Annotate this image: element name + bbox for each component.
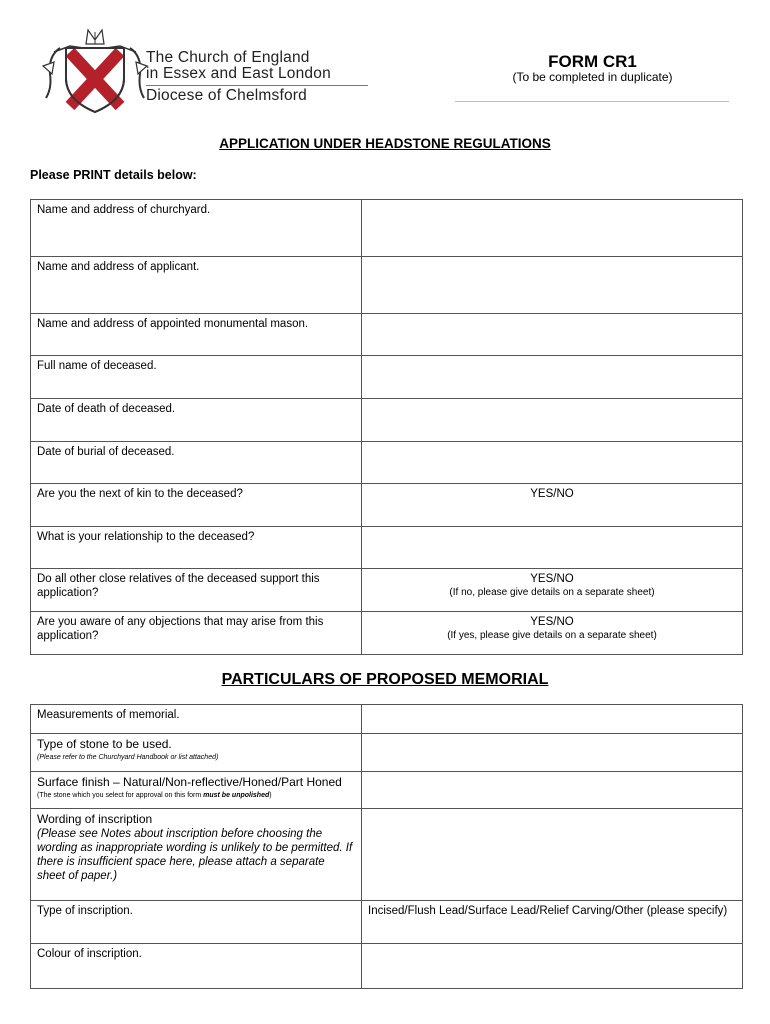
note-bold-text: must be unpolished: [203, 792, 270, 799]
table-row: [31, 399, 743, 442]
churchyard-field[interactable]: [362, 200, 743, 257]
table-row: [31, 314, 743, 356]
row-label: Date of burial of deceased.: [31, 442, 362, 484]
row-label: Are you the next of kin to the deceased?: [31, 484, 362, 527]
table-row: [31, 705, 743, 734]
table-row: [31, 484, 743, 527]
diocese-name: [146, 50, 331, 104]
row-note: [37, 791, 355, 800]
form-title-rule: [455, 101, 729, 102]
row-label: [31, 734, 362, 772]
row-label: Name and address of churchyard.: [31, 200, 362, 257]
table-row: [31, 612, 743, 655]
field-note: (If yes, please give details on a separate sheet): [447, 630, 657, 641]
deceased-name-field[interactable]: [362, 356, 743, 399]
memorial-particulars-table: [30, 704, 743, 989]
row-label: What is your relationship to the deceased?: [31, 527, 362, 569]
inscription-colour-field[interactable]: [362, 944, 743, 989]
org-line-2: in Essex and East London: [146, 65, 331, 82]
inscription-type-field[interactable]: [362, 901, 743, 944]
table-row: [31, 569, 743, 612]
row-label: Do all other close relatives of the deceased support this application?: [31, 569, 362, 612]
table-row: [31, 257, 743, 314]
relationship-field[interactable]: [362, 527, 743, 569]
form-title: FORM CR1: [548, 52, 637, 71]
mason-field[interactable]: [362, 314, 743, 356]
field-note: (If no, please give details on a separate sheet): [449, 587, 655, 598]
death-date-field[interactable]: [362, 399, 743, 442]
table-row: [31, 734, 743, 772]
row-label: Measurements of memorial.: [31, 705, 362, 734]
row-label: [31, 772, 362, 809]
row-label: [31, 809, 362, 901]
row-label: Date of death of deceased.: [31, 399, 362, 442]
row-label: Name and address of applicant.: [31, 257, 362, 314]
print-instruction: Please PRINT details below:: [30, 168, 197, 182]
burial-date-field[interactable]: [362, 442, 743, 484]
stone-type-field[interactable]: [362, 734, 743, 772]
logo-divider: [146, 85, 368, 86]
row-label-text: Wording of inscription: [37, 812, 153, 826]
diocese-logo: [40, 26, 370, 116]
row-label: Full name of deceased.: [31, 356, 362, 399]
yes-no-option: YES/NO: [530, 616, 574, 628]
org-line-3: Diocese of Chelmsford: [146, 87, 307, 104]
org-line-1: The Church of England: [146, 49, 310, 66]
measurements-field[interactable]: [362, 705, 743, 734]
applicant-field[interactable]: [362, 257, 743, 314]
note-text: (The stone which you select for approval on this form: [37, 792, 204, 799]
form-subtitle: (To be completed in duplicate): [512, 70, 673, 84]
row-label: Type of inscription.: [31, 901, 362, 944]
row-note: (Please see Notes about inscription before choosing the wording as inappropriate wording is unlikely to be permitted. If there is insufficient space here, please attach a separate sheet of paper.): [37, 828, 353, 882]
next-of-kin-field[interactable]: [362, 484, 743, 527]
table-row: [31, 772, 743, 809]
row-label-text: Surface finish – Natural/Non-reflective/Honed/Part Honed: [37, 775, 342, 789]
section2-heading: PARTICULARS OF PROPOSED MEMORIAL: [221, 671, 549, 688]
section1-heading: APPLICATION UNDER HEADSTONE REGULATIONS: [219, 136, 551, 151]
table-row: [31, 901, 743, 944]
inscription-type-options: Incised/Flush Lead/Surface Lead/Relief Carving/Other (please specify): [368, 905, 728, 917]
table-row: [31, 527, 743, 569]
row-label-text: Type of stone to be used.: [37, 737, 172, 751]
table-row: [31, 356, 743, 399]
diocese-crest-icon: [40, 26, 150, 116]
surface-finish-field[interactable]: [362, 772, 743, 809]
table-row: [31, 442, 743, 484]
yes-no-option: YES/NO: [530, 488, 574, 500]
relatives-support-field[interactable]: [362, 569, 743, 612]
row-label: Name and address of appointed monumental mason.: [31, 314, 362, 356]
yes-no-option: YES/NO: [530, 573, 574, 585]
table-row: [31, 809, 743, 901]
row-note: (Please refer to the Churchyard Handbook or list attached): [37, 754, 219, 761]
row-label: Colour of inscription.: [31, 944, 362, 989]
note-text: ): [269, 792, 272, 799]
table-row: [31, 944, 743, 989]
inscription-wording-field[interactable]: [362, 809, 743, 901]
applicant-details-table: [30, 199, 743, 655]
objections-field[interactable]: [362, 612, 743, 655]
row-label: Are you aware of any objections that may arise from this application?: [31, 612, 362, 655]
table-row: [31, 200, 743, 257]
